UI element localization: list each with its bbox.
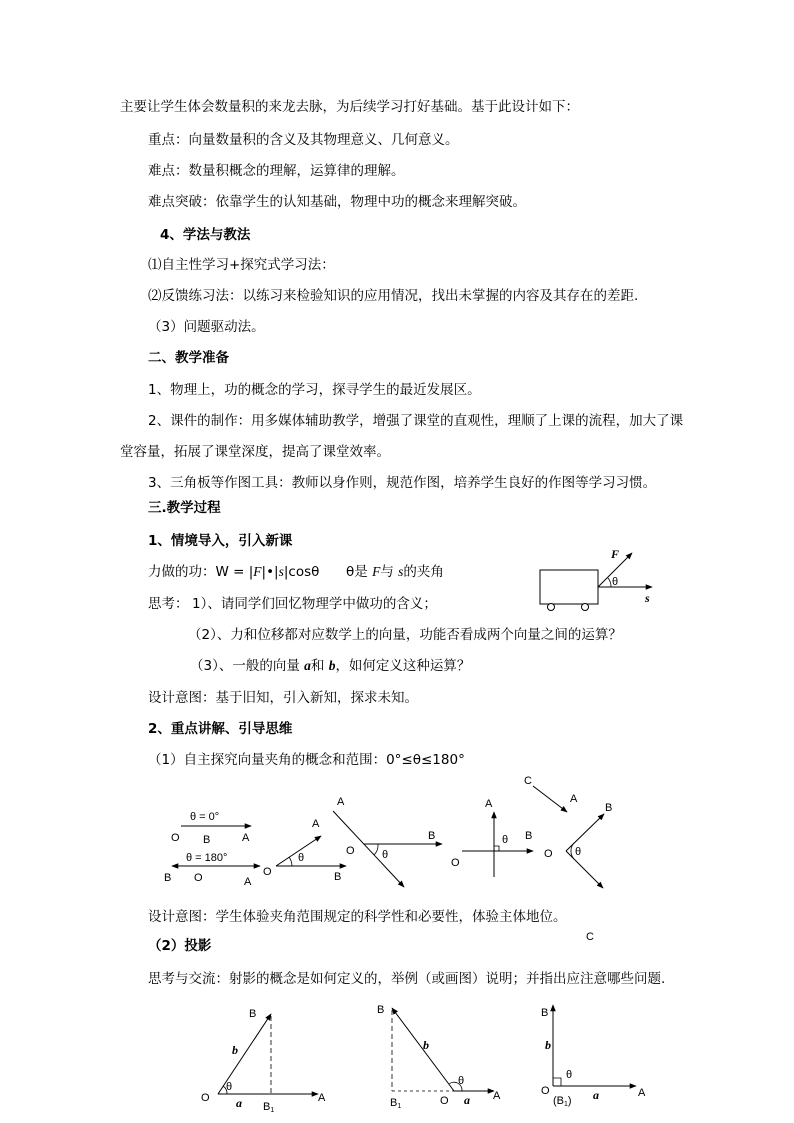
svg-text:A: A bbox=[318, 1092, 326, 1104]
text-line: 3、三角板等作图工具：教师以身作则，规范作图，培养学生良好的作图等学习习惯。 bbox=[148, 475, 657, 491]
svg-text:B: B bbox=[605, 802, 613, 814]
right-angle-diagram bbox=[451, 798, 533, 877]
svg-text:B: B bbox=[334, 871, 342, 883]
projection-obtuse-diagram bbox=[377, 1004, 501, 1110]
vector-b bbox=[566, 814, 604, 851]
svg-text:C: C bbox=[586, 931, 594, 943]
angle-180-diagram bbox=[164, 852, 260, 888]
question-3: （3）、一般的向量 a和 b，如何定义这种运算？ bbox=[190, 658, 471, 674]
question-2: （2）、力和位移都对应数学上的向量，功能否看成两个向量之间的运算？ bbox=[188, 627, 622, 643]
think-label: 思考： bbox=[148, 596, 189, 612]
text-line: ⑵反馈练习法：以练习来检验知识的应用情况，找出未掌握的内容及其存在的差距. bbox=[148, 288, 639, 304]
text-line: ⑴自主性学习+探究式学习法： bbox=[148, 257, 335, 273]
vector-a-line bbox=[333, 811, 404, 887]
design-intent: 设计意图：学生体验夹角范围规定的科学性和必要性，体验主体地位。 bbox=[148, 909, 567, 925]
svg-text:B: B bbox=[164, 872, 172, 884]
svg-text:O: O bbox=[544, 848, 553, 860]
section-heading: 4、学法与教法 bbox=[160, 227, 251, 243]
section-heading: 三.教学过程 bbox=[148, 500, 221, 516]
section-heading: 二、教学准备 bbox=[148, 350, 229, 366]
svg-text:A: A bbox=[242, 832, 250, 844]
design-intent: 设计意图：基于旧知，引入新知，探求未知。 bbox=[148, 690, 418, 706]
svg-text:B: B bbox=[541, 1007, 549, 1019]
subsection: （2）投影 bbox=[148, 938, 212, 954]
angle-definition: θ是 F与 s的夹角 bbox=[346, 564, 444, 580]
cart-body bbox=[540, 570, 598, 604]
vector-c bbox=[566, 851, 603, 888]
svg-text:b: b bbox=[232, 1043, 238, 1057]
breakthrough: 难点突破：依靠学生的认知基础，物理中功的概念来理解突破。 bbox=[148, 194, 526, 210]
vector-a bbox=[533, 786, 567, 812]
obtuse-angle-diagram bbox=[333, 796, 442, 887]
svg-text:θ: θ bbox=[566, 1069, 573, 1081]
acute-angle-diagram bbox=[263, 818, 346, 883]
svg-text:A: A bbox=[570, 793, 578, 805]
svg-text:θ: θ bbox=[226, 1081, 233, 1093]
svg-text:O: O bbox=[346, 845, 355, 857]
svg-text:A: A bbox=[337, 796, 345, 808]
svg-text:O: O bbox=[451, 857, 460, 869]
text-line: 堂容量，拓展了课堂深度，提高了课堂效率。 bbox=[120, 444, 390, 460]
displacement-label: s bbox=[645, 591, 650, 605]
text-line: （3）问题驱动法。 bbox=[148, 319, 265, 335]
section-heading: 2、重点讲解、引导思维 bbox=[148, 721, 293, 737]
cart-force-diagram bbox=[540, 547, 652, 611]
work-formula: 力做的功：W = |F|•|s|cosθ bbox=[148, 564, 320, 580]
svg-text:B1: B1 bbox=[263, 1101, 275, 1114]
svg-text:O: O bbox=[541, 1085, 550, 1097]
svg-text:B: B bbox=[203, 834, 211, 846]
text-line: 主要让学生体会数量积的来龙去脉，为后续学习打好基础。基于此设计如下： bbox=[120, 99, 579, 115]
theta-label: θ bbox=[612, 576, 619, 588]
projection-acute-diagram bbox=[201, 1008, 326, 1114]
svg-text:a: a bbox=[593, 1088, 599, 1102]
svg-text:a: a bbox=[236, 1096, 242, 1110]
angle-zero-diagram bbox=[171, 811, 251, 846]
svg-text:b: b bbox=[545, 1038, 551, 1052]
svg-text:A: A bbox=[485, 798, 493, 810]
svg-text:O: O bbox=[440, 1095, 449, 1107]
svg-text:C: C bbox=[524, 775, 532, 787]
svg-text:b: b bbox=[423, 1038, 429, 1052]
general-angle-diagram bbox=[524, 775, 612, 943]
svg-text:B: B bbox=[428, 830, 436, 842]
svg-text:O: O bbox=[194, 872, 203, 884]
cart-wheel bbox=[548, 604, 555, 611]
svg-text:B1: B1 bbox=[390, 1097, 402, 1110]
subsection: （1）自主探究向量夹角的概念和范围：0°≤θ≤180° bbox=[148, 752, 465, 768]
svg-text:A: A bbox=[312, 818, 320, 830]
svg-text:θ: θ bbox=[575, 846, 582, 858]
discussion-prompt: 思考与交流：射影的概念是如何定义的，举例（或画图）说明；并指出应注意哪些问题. bbox=[148, 971, 666, 987]
svg-text:O: O bbox=[201, 1092, 210, 1104]
svg-text:B: B bbox=[525, 830, 533, 842]
svg-text:A: A bbox=[244, 876, 252, 888]
svg-text:(B1): (B1) bbox=[553, 1095, 572, 1108]
svg-text:θ: θ bbox=[382, 849, 389, 861]
projection-right-diagram bbox=[541, 1005, 646, 1108]
svg-text:θ = 0°: θ = 0° bbox=[190, 811, 220, 823]
angle-arc bbox=[608, 578, 611, 587]
force-label: F bbox=[611, 547, 620, 561]
text-line: 2、课件的制作：用多媒体辅助教学，增强了课堂的直观性，理顺了上课的流程，加大了课 bbox=[148, 413, 684, 429]
svg-text:θ: θ bbox=[502, 834, 509, 846]
svg-text:a: a bbox=[464, 1093, 470, 1107]
svg-text:O: O bbox=[171, 832, 180, 844]
svg-text:θ: θ bbox=[298, 852, 305, 864]
cart-wheel bbox=[582, 604, 589, 611]
svg-text:θ: θ bbox=[458, 1075, 465, 1087]
difficulty: 难点：数量积概念的理解，运算律的理解。 bbox=[148, 163, 405, 179]
svg-text:O: O bbox=[263, 866, 272, 878]
text-line: 1、物理上，功的概念的学习，探寻学生的最近发展区。 bbox=[148, 382, 481, 398]
svg-text:B: B bbox=[249, 1008, 257, 1020]
svg-text:B: B bbox=[377, 1004, 385, 1016]
svg-text:A: A bbox=[493, 1090, 501, 1102]
key-point: 重点：向量数量积的含义及其物理意义、几何意义。 bbox=[148, 132, 459, 148]
section-heading: 1、情境导入，引入新课 bbox=[148, 533, 293, 549]
svg-text:A: A bbox=[638, 1087, 646, 1099]
question-1: 1）、请同学们回忆物理学中做功的含义； bbox=[192, 596, 437, 612]
svg-text:θ = 180°: θ = 180° bbox=[186, 852, 228, 864]
